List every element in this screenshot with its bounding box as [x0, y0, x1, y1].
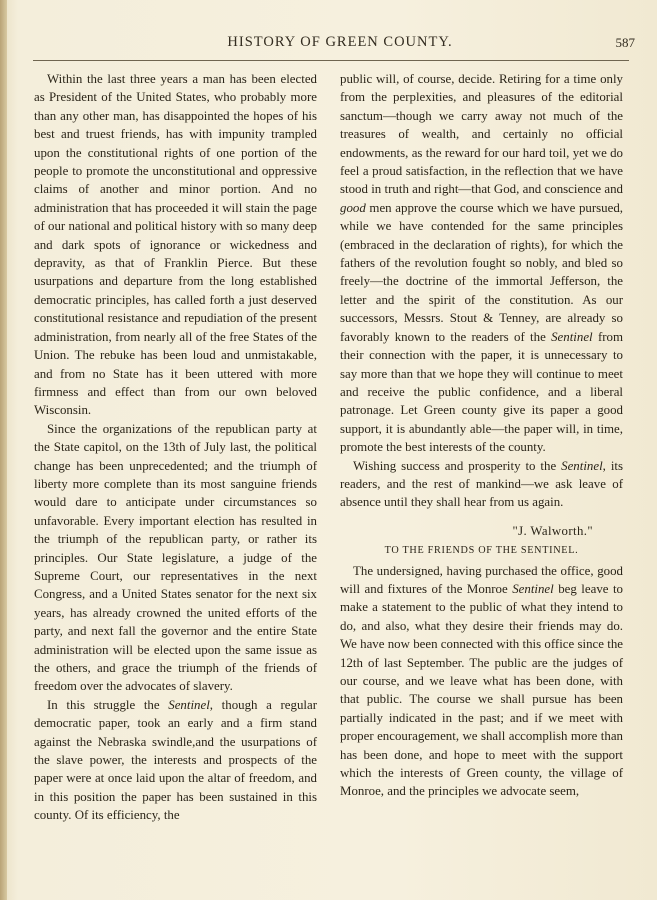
- page-number: 587: [615, 35, 635, 50]
- running-title: HISTORY OF GREEN COUNTY.: [227, 34, 453, 50]
- newspaper-name: Sentinel: [551, 329, 593, 344]
- signature: "J. Walworth.": [512, 523, 593, 538]
- paragraph: Within the last three years a man has been elected as President of the United States, who probably more than any other man, has disappointed the hopes of his best and truest friends, has with impunity trampled upon the constitutional rights of one portion of the people to promote the unconstitutional and oppressive claims of another and minor portion. And no administration that has proceeded it will stain the page of our national and political history with so many deep and dark spots of ignorance or wickedness and depravity, as that of Franklin Pierce. But these usurpations and departure from the long established democratic principles, has called forth a just deserved constitutional resistance and repudiation of the present administration, from nearly all of the free States of the Union. The rebuke has been loud and unmistakable, and from no State has it been uttered with more firmness and effect than from our own beloved Wisconsin.: [34, 72, 317, 418]
- emphasis: good: [340, 200, 366, 215]
- paragraph: Wishing success and prosperity to the Sentinel, its readers, and the rest of mankind—we ask leave of absence until they shall hear from us again.: [340, 458, 623, 510]
- newspaper-name: Sentinel: [168, 697, 210, 712]
- paragraph: In this struggle the Sentinel, though a regular democratic paper, took an early and a firm stand against the Nebraska swindle,and the usurpations of the slave power, the interests and prospects of the paper were at once laid upon the altar of freedom, and in this position the paper has been sustained in this county. Of its efficiency, the: [34, 697, 318, 823]
- paragraph: Since the organizations of the republican party at the State capitol, on the 13th of July last, the political change has been unprecedented; and the triumph of liberty more complete than its most sanguine friends would dare to anticipate under circumstances so unfavorable. Every important election has resulted in the triumph of the republican party, or rather its principles. Our State legislature, a judge of the Supreme Court, our representatives in the next Congress, and a United States senator for the next six years, has already crowned the united efforts of the party, and next fall the governor and the entire State administration will be elected upon the same issue as the others, and grace the triumph of the friends of freedom over the advocates of slavery.: [34, 421, 317, 694]
- header-rule: [33, 60, 629, 61]
- right-column: [340, 70, 623, 801]
- page-binding-edge: [0, 0, 7, 900]
- newspaper-name: Sentinel: [512, 581, 554, 596]
- running-head: [0, 34, 657, 56]
- paragraph: public will, of course, decide. Retiring for a time only from the perplexities, and pleasures of the editorial sanctum—though we carry away not much of the treasures of wealth, and certainly no official endowments, as the reward for our hard toil, yet we do feel a proud satisfaction, in the reflection that we have stood in truth and right—that God, and conscience and good men approve the course which we have pursued, while we have contended for the same principles (embraced in the declaration of rights), for which the fathers of the revolution fought so nobly, and bled so freely—the doctrine of the immortal Jefferson, the letter and the spirit of the constitution. As our successors, Messrs. Stout & Tenney, are already so favorably known to the readers of the Sentinel from their connection with the paper, it is unnecessary to say more than that we hope they will continue to meet and receive the public confidence, and a liberal patronage. Let Green county give its paper a good support, it is abundantly able—the paper will, in time, promote the best interests of the county.: [340, 72, 624, 455]
- section-heading: TO THE FRIENDS OF THE SENTINEL.: [384, 545, 579, 557]
- left-column: [34, 70, 317, 825]
- newspaper-name: Sentinel: [561, 458, 603, 473]
- paragraph: The undersigned, having purchased the office, good will and fixtures of the Monroe Sentinel beg leave to make a statement to the public of what they intend to do, and also, what they desire their friends may do. We have now been connected with this office since the 12th of last September. The public are the judges of our course, and we leave what has been done, with that public. The course we shall pursue has been partially indicated in the past; and if we meet with proper encouragement, we shall accomplish more than has been done, and hope to meet with the support which the interests of Green county, the village of Monroe, and the principles we advocate seem,: [340, 563, 623, 799]
